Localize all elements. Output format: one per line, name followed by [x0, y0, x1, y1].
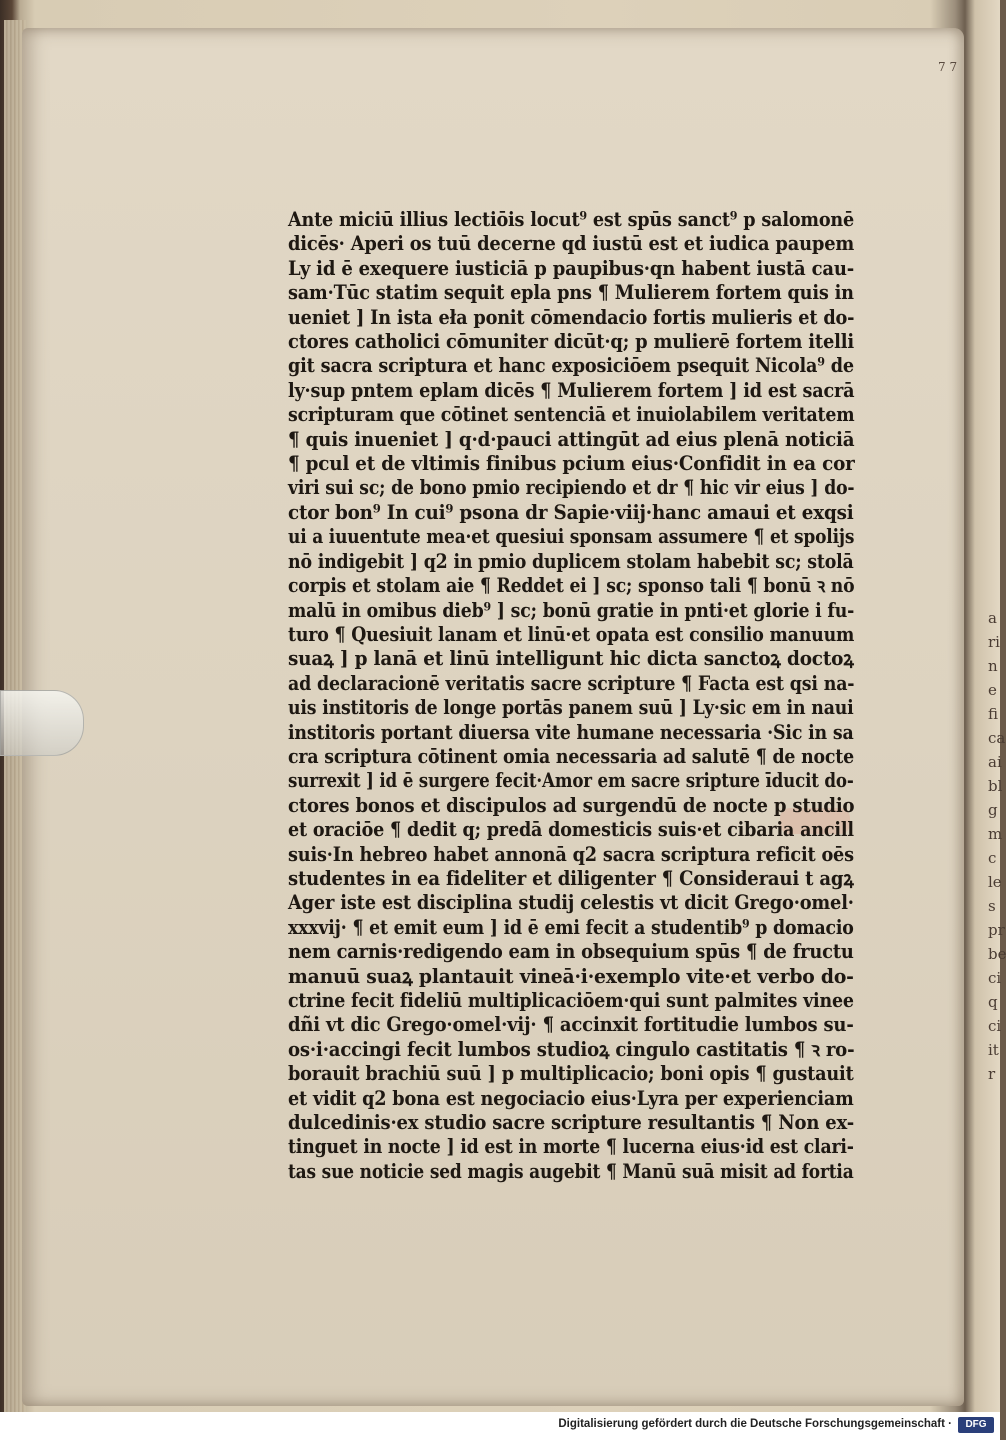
- funding-notice: Digitalisierung gefördert durch die Deutsche Forschungsgemeinschaft ·: [558, 1418, 952, 1430]
- fragment-line: r: [988, 1065, 996, 1083]
- fragment-line: be: [988, 945, 1006, 963]
- text-line: tas sue noticie sed magis augebit ¶ Manū suā misit ad fortia: [288, 1159, 854, 1183]
- fragment-line: bl: [988, 777, 1003, 795]
- fragment-line: [968, 54, 1000, 78]
- adjacent-page-fragment: [968, 30, 1006, 1412]
- text-line: Ly id ē exequere iusticiā p paupibus·qn habent iustā cau-: [288, 256, 855, 280]
- text-line: uis institoris de longe portās panem suū ] Ly·sic em in naui: [288, 696, 854, 720]
- text-column: [288, 208, 854, 1184]
- text-line: tinguet in nocte ] id est in morte ¶ lucerna eius·id est clari-: [288, 1135, 854, 1159]
- text-line: viri sui sc; de bono pmio recipiendo et dr ¶ hic vir eius ] do-: [288, 476, 855, 500]
- text-line: manuū suaꝝ plantauit vineā·i·exemplo vite·et verbo do-: [288, 964, 854, 988]
- fragment-line: [968, 390, 1000, 414]
- text-line: ¶ quis inueniet ] q·d·pauci attingūt ad eius plenā noticiā: [288, 427, 855, 451]
- footer-bar: [0, 1412, 1000, 1440]
- fragment-line: [968, 438, 1000, 462]
- text-line: ctrine fecit fideliū multiplicaciōem·qui sunt palmites vinee: [288, 989, 854, 1012]
- text-line: ¶ pcul et de vltimis finibus pcium eius·Confidit in ea cor: [288, 452, 855, 476]
- text-line: Ante miciū illius lectiōis locut⁹ est spūs sanct⁹ p salomonē: [288, 208, 855, 231]
- fragment-line: [968, 198, 1000, 222]
- text-line: studentes in ea fideliter et diligenter ¶ Consideraui t agꝝ: [288, 866, 854, 890]
- fragment-line: [968, 366, 1000, 390]
- text-line: corpis et stolam aie ¶ Reddet ei ] sc; sponso tali ¶ bonū ꝛ nō: [288, 574, 855, 598]
- text-line: os·i·accingi fecit lumbos studioꝝ cingulo castitatis ¶ ꝛ ro-: [288, 1037, 855, 1061]
- text-line: cra scriptura cōtinent omia necessaria ad salutē ¶ de nocte: [288, 744, 855, 768]
- fragment-line: [968, 582, 1000, 606]
- fragment-line: c: [988, 849, 997, 867]
- fragment-line: [968, 534, 1000, 558]
- fragment-line: [968, 270, 1000, 294]
- text-line: sam·Tūc statim sequit epla pns ¶ Mulierem fortem quis in: [288, 281, 854, 305]
- text-line: scripturam que cōtinet sentenciā et inuiolabilem veritatem: [288, 403, 855, 427]
- text-line: borauit brachiū suū ] p multiplicacio; boni opis ¶ gustauit: [288, 1062, 854, 1086]
- text-line: nem carnis·redigendo eam in obsequium spūs ¶ de fructu: [288, 940, 854, 964]
- fragment-line: [968, 414, 1000, 438]
- text-line: ctor bon⁹ In cui⁹ psona dr Sapie·viij·hanc amaui et exqsi: [288, 500, 854, 524]
- text-line: ly·sup pntem eplam dicēs ¶ Mulierem fortem ] id est sacrā: [288, 378, 855, 402]
- text-line: nō indigebit ] q2 in pmio duplicem stolam habebit sc; stolā: [288, 549, 854, 573]
- bookmark-clip: [0, 690, 84, 756]
- fragment-line: pr: [988, 921, 1005, 939]
- fragment-line: g: [988, 801, 998, 819]
- folio-number: 7 7: [938, 60, 958, 74]
- text-line: dulcedinis·ex studio sacre scripture resultantis ¶ Non ex-: [288, 1111, 855, 1135]
- fragment-line: e: [988, 681, 997, 699]
- fragment-line: [968, 102, 1000, 126]
- fragment-line: [968, 126, 1000, 150]
- fragment-line: ai: [988, 753, 1002, 771]
- text-line: suis·In hebreo habet annonā q2 sacra scriptura reficit oēs: [288, 842, 854, 866]
- fragment-line: n: [988, 657, 998, 675]
- text-line: turo ¶ Quesiuit lanam et linū·et opata est consilio manuum: [288, 622, 855, 646]
- fragment-line: [968, 246, 1000, 270]
- fragment-line: fi: [988, 705, 999, 723]
- text-line: dñi vt dic Grego·omel·vij· ¶ accinxit fortitudie lumbos su-: [288, 1013, 854, 1037]
- fragment-line: s: [988, 897, 996, 915]
- fragment-line: a: [988, 609, 997, 627]
- fragment-line: [968, 174, 1000, 198]
- text-line: ui a iuuentute mea·et quesiui sponsam assumere ¶ et spolijs: [288, 525, 855, 549]
- fragment-line: [968, 318, 1000, 342]
- text-line: malū in omibus dieb⁹ ] sc; bonū gratie in pnti·et glorie i fu-: [288, 598, 855, 622]
- fragment-line: [968, 510, 1000, 534]
- fragment-line: q: [988, 993, 998, 1011]
- fragment-line: ci: [988, 1017, 1002, 1035]
- text-line: ueniet ] In ista eła ponit cōmendacio fortis mulieris et do-: [288, 305, 855, 329]
- text-line: xxxvij· ¶ et emit eum ] id ē emi fecit a studentib⁹ p domacio: [288, 915, 854, 939]
- text-line: ad declaracionē veritatis sacre scripture ¶ Facta est qsi na-: [288, 671, 855, 695]
- text-line: suaꝝ ] p lanā et linū intelligunt hic dicta sanctoꝝ doctoꝝ: [288, 647, 854, 671]
- fragment-line: [968, 222, 1000, 246]
- fragment-line: le: [988, 873, 1002, 891]
- fragment-line: [968, 78, 1000, 102]
- text-line: dicēs· Aperi os tuū decerne qd iustū est et iudica paupem: [288, 232, 855, 256]
- fragment-line: m: [988, 825, 1003, 843]
- fragment-line: [968, 342, 1000, 366]
- text-line: ctores catholici cōmuniter dicūt·q; p mulierē fortem itelli: [288, 330, 854, 354]
- fragment-line: [968, 462, 1000, 486]
- text-line: et vidit q2 bona est negociacio eius·Lyra per experienciam: [288, 1086, 854, 1110]
- fragment-line: [968, 150, 1000, 174]
- fragment-line: ci: [988, 969, 1002, 987]
- fragment-line: [968, 558, 1000, 582]
- text-line: git sacra scriptura et hanc exposiciōem psequit Nicola⁹ de: [288, 354, 854, 378]
- fragment-line: [968, 486, 1000, 510]
- fragment-line: ca: [988, 729, 1006, 747]
- text-line: Ager iste est disciplina studij celestis vt dicit Grego·omel·: [288, 891, 854, 915]
- fragment-line: [968, 30, 1000, 54]
- text-line: institoris portant diuersa vite humane necessaria ·Sic in sa: [288, 720, 854, 744]
- fragment-line: it: [988, 1041, 999, 1059]
- dfg-logo: DFG: [958, 1417, 994, 1433]
- text-line: et oraciōe ¶ dedit q; predā domesticis suis·et cibaria ancill: [288, 818, 854, 842]
- fragment-line: [968, 294, 1000, 318]
- text-line: surrexit ] id ē surgere fecit·Amor em sacre sripture īducit do-: [288, 769, 854, 793]
- fragment-line: ri: [988, 633, 1000, 651]
- text-line: ctores bonos et discipulos ad surgendū de nocte p studio: [288, 793, 855, 817]
